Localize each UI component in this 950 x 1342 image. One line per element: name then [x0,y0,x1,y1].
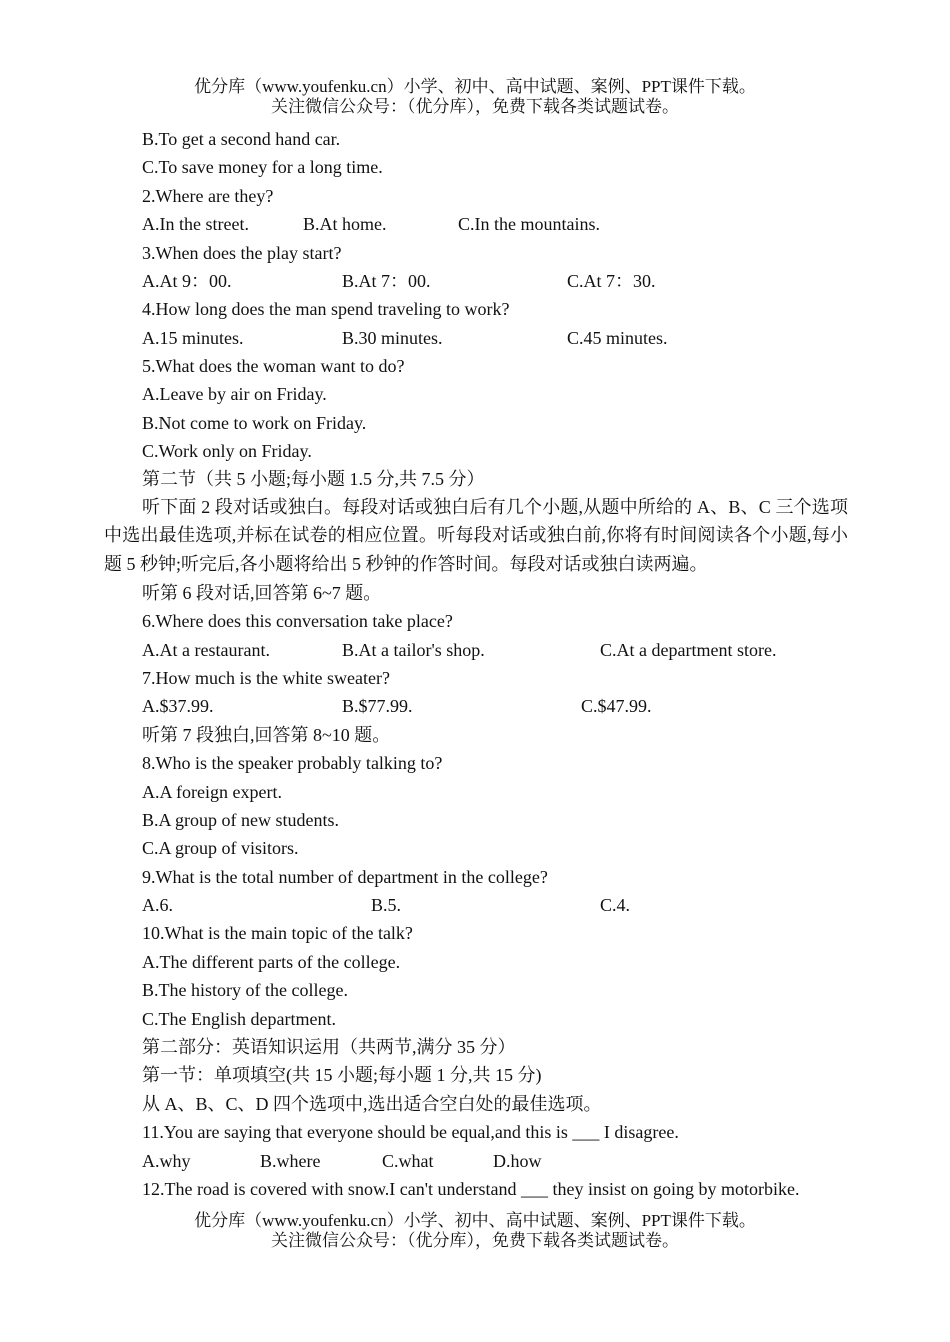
q9-option-b: B.5. [371,895,402,915]
q9-stem: 9.What is the total number of department in the college? [142,867,548,887]
q4-option-a: A.15 minutes. [142,328,244,348]
q10-option-a: A.The different parts of the college. [142,952,401,972]
q6-option-a: A.At a restaurant. [142,640,270,660]
q4-stem: 4.How long does the man spend traveling to work? [142,299,510,319]
q6-option-b: B.At a tailor's shop. [342,640,485,660]
q4-option-b: B.30 minutes. [342,328,443,348]
q6-stem: 6.Where does this conversation take place? [142,611,453,631]
q9-option-c: C.4. [600,895,631,915]
q8-option-c: C.A group of visitors. [142,838,299,858]
q3-option-c: C.At 7：30. [567,271,656,291]
q8-option-b: B.A group of new students. [142,810,339,830]
q8-stem: 8.Who is the speaker probably talking to? [142,753,443,773]
q6-option-c: C.At a department store. [600,640,777,660]
q7-option-a: A.$37.99. [142,696,214,716]
q12-stem: 12.The road is covered with snow.I can't understand ___ they insist on going by motorbike. [142,1179,800,1199]
q11-option-d: D.how [493,1151,542,1171]
q9-option-a: A.6. [142,895,173,915]
q2-option-a: A.In the street. [142,214,249,234]
q10-option-c: C.The English department. [142,1009,336,1029]
q10-option-b: B.The history of the college. [142,980,348,1000]
part-2-section-1-title: 第一节：单项填空(共 15 小题;每小题 1 分,共 15 分) [142,1065,542,1085]
section-2-instructions: 听下面 2 段对话或独白。每段对话或独白后有几个小题,从题中所给的 A、B、C 三个选项中选出最佳选项,并标在试卷的相应位置。听每段对话或独白前,你将有时间阅读各个小题,每小题 5 秒钟;听完后,各小题将给出 5 秒钟的作答时间。每段对话或独白读两遍。 [104,497,848,574]
q4-option-c: C.45 minutes. [567,328,668,348]
q2-option-c: C.In the mountains. [458,214,600,234]
q3-option-b: B.At 7：00. [342,271,431,291]
q8-option-a: A.A foreign expert. [142,782,282,802]
q11-stem: 11.You are saying that everyone should be equal,and this is ___ I disagree. [142,1122,679,1142]
q11-option-a: A.why [142,1151,191,1171]
q5-option-c: C.Work only on Friday. [142,441,312,461]
section-2-title: 第二节（共 5 小题;每小题 1.5 分,共 7.5 分） [142,469,485,489]
page-footer-line-1: 优分库（www.youfenku.cn）小学、初中、高中试题、案例、PPT课件下载。 [194,1211,756,1230]
part-2-instructions: 从 A、B、C、D 四个选项中,选出适合空白处的最佳选项。 [142,1094,602,1114]
q5-stem: 5.What does the woman want to do? [142,356,405,376]
q2-option-b: B.At home. [303,214,387,234]
q3-stem: 3.When does the play start? [142,243,342,263]
q7-option-c: C.$47.99. [581,696,652,716]
q10-stem: 10.What is the main topic of the talk? [142,923,413,943]
dialog-7-heading: 听第 7 段独白,回答第 8~10 题。 [142,725,391,745]
q11-option-b: B.where [260,1151,321,1171]
q7-stem: 7.How much is the white sweater? [142,668,390,688]
q2-stem: 2.Where are they? [142,186,274,206]
part-2-title: 第二部分：英语知识运用（共两节,满分 35 分） [142,1037,516,1057]
q3-option-a: A.At 9：00. [142,271,232,291]
q5-option-b: B.Not come to work on Friday. [142,413,367,433]
page-header-line-1: 优分库（www.youfenku.cn）小学、初中、高中试题、案例、PPT课件下载。 [194,77,756,96]
q11-option-c: C.what [382,1151,434,1171]
q7-option-b: B.$77.99. [342,696,413,716]
page-header-line-2: 关注微信公众号：（优分库），免费下载各类试题试卷。 [271,97,679,116]
page-footer-line-2: 关注微信公众号：（优分库），免费下载各类试题试卷。 [271,1231,679,1250]
dialog-6-heading: 听第 6 段对话,回答第 6~7 题。 [142,583,382,603]
q1-option-c: C.To save money for a long time. [142,157,383,177]
q1-option-b: B.To get a second hand car. [142,129,341,149]
q5-option-a: A.Leave by air on Friday. [142,384,327,404]
